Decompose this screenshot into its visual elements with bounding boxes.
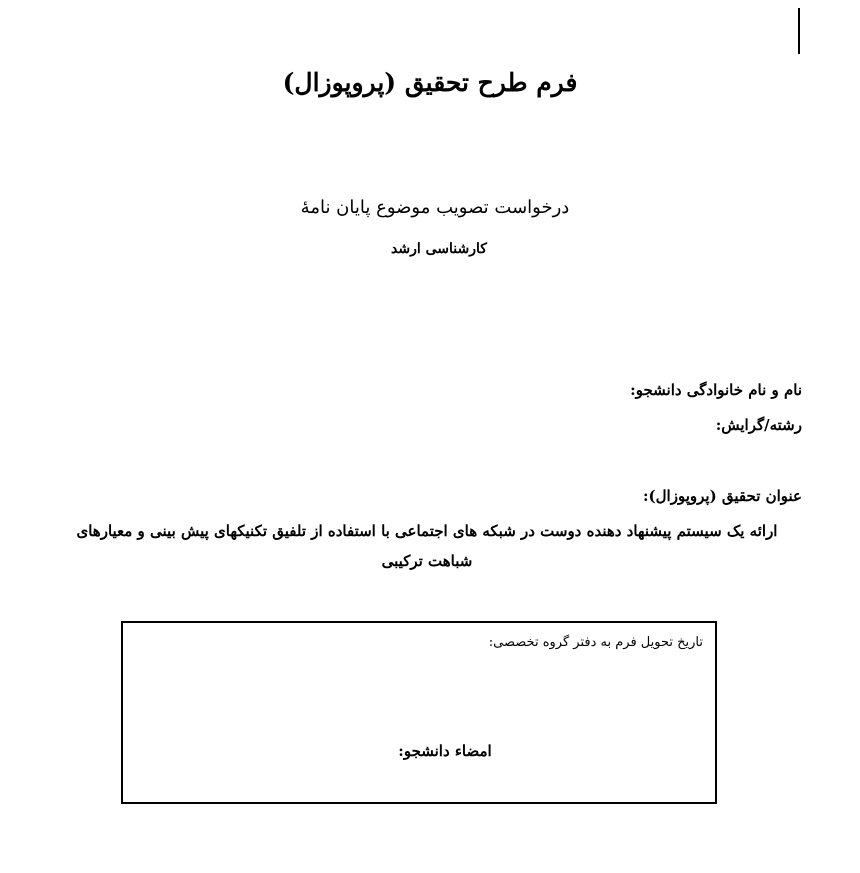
submission-box (121, 621, 717, 804)
major-field: رشته/گرایش: (715, 416, 802, 434)
page-title: فرم طرح تحقیق (پروپوزال) (282, 68, 578, 97)
degree-label: کارشناسی ارشد (391, 241, 487, 257)
research-title-label: عنوان تحقیق (پروپوزال): (643, 487, 802, 505)
student-signature-label: امضاء دانشجو: (398, 742, 492, 760)
document-subtitle: درخواست تصویب موضوع پایان نامهٔ (300, 197, 570, 218)
research-title: ارائه یک سیستم پیشنهاد دهنده دوست در شبکه های اجتماعی با استفاده از تلفیق تکنیکهای پیش بینی و معیارهای شباهت ترکیبی (76, 522, 778, 570)
margin-bar (798, 8, 800, 54)
submission-date-label: تاریخ تحویل فرم به دفتر گروه تخصصی: (488, 635, 703, 650)
student-name-field: نام و نام خانوادگی دانشجو: (630, 381, 802, 399)
